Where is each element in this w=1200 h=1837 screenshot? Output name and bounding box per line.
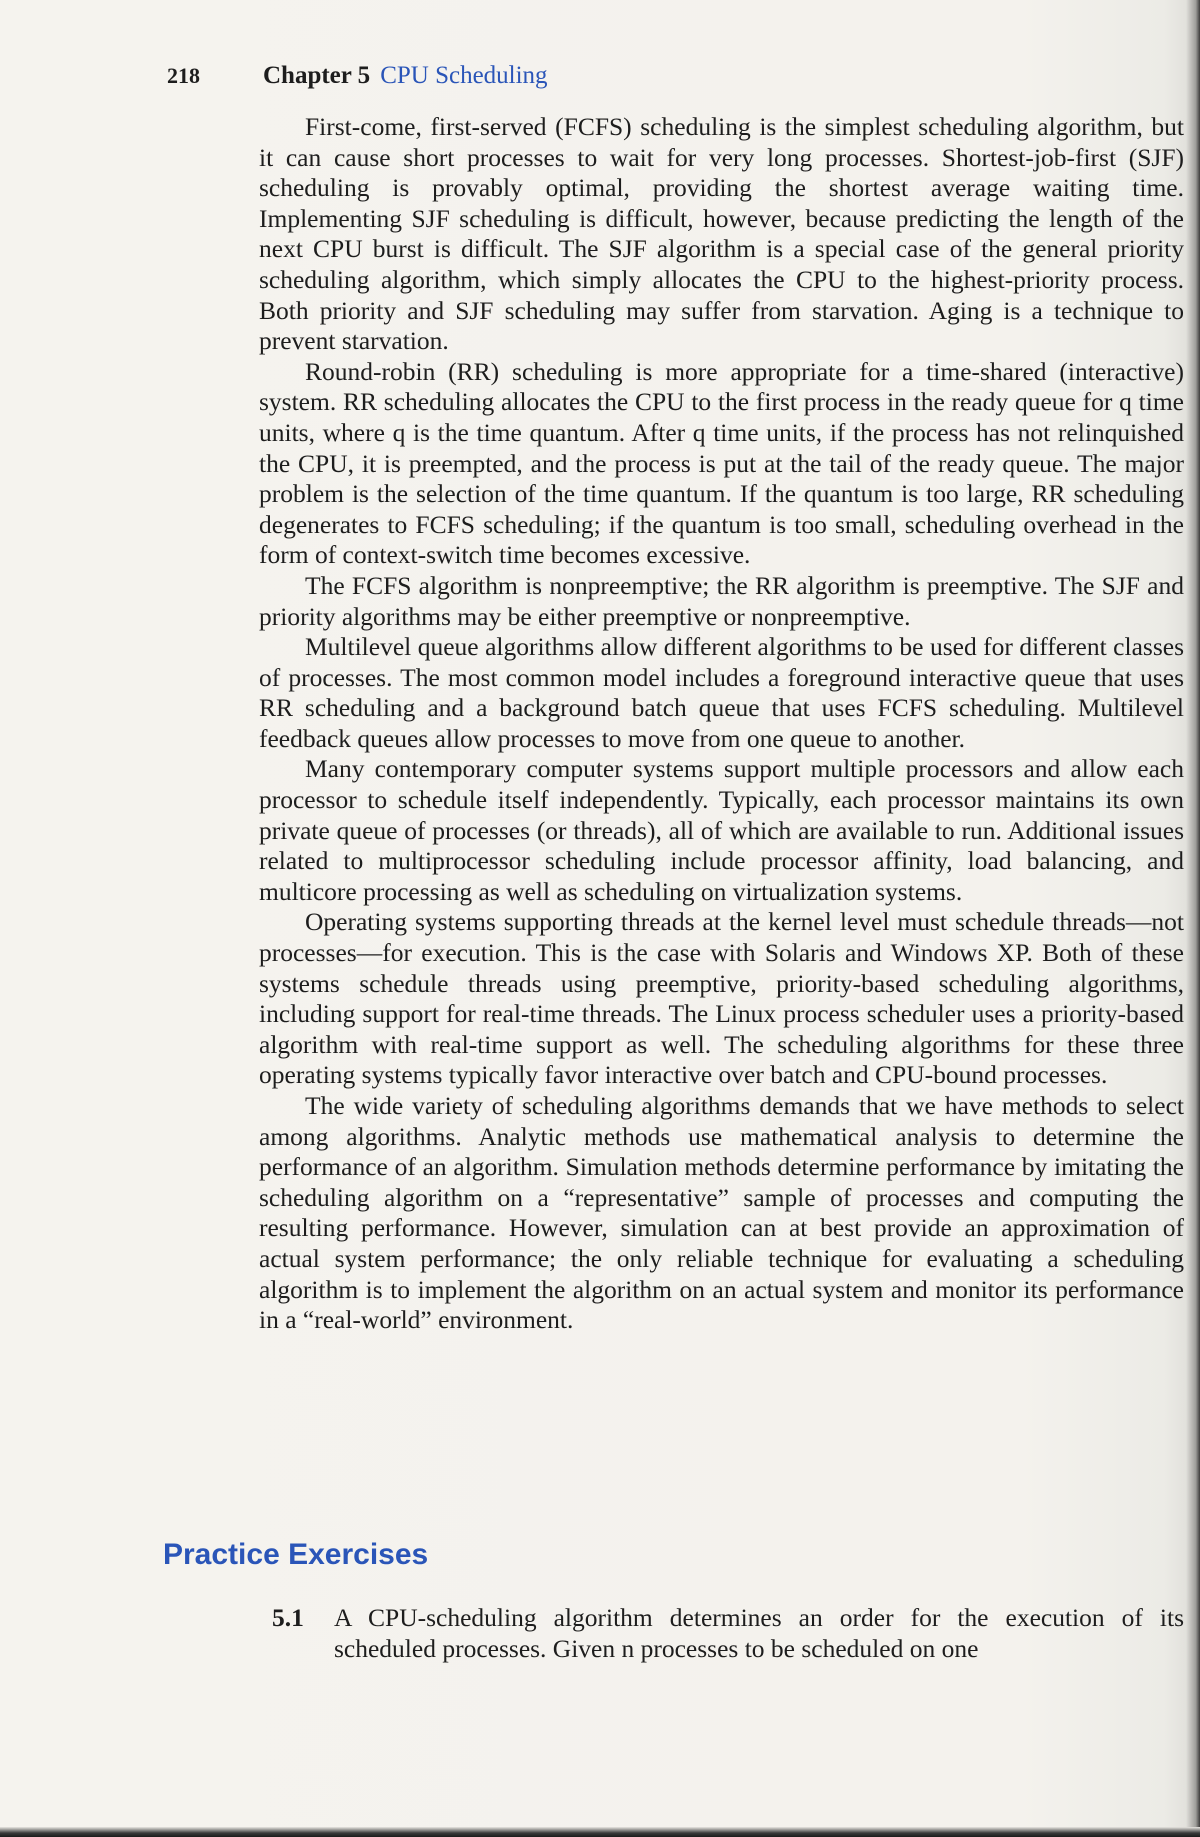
chapter-label: Chapter 5 [263, 62, 371, 89]
paragraph-evaluation: The wide variety of scheduling algorithms demands that we have methods to select among algorithms. Analytic methods use mathematical analysis to determine the performance of an algorithm. Simulation methods determine performance by imitating the scheduling algorithm on a “representative” sample of processes and computing the resulting performance. However, simulation can at best provide an approximation of actual system performance; the only reliable technique for evaluating a scheduling algorithm is to implement the algorithm on an actual system and monitor its performance in a “real-world” environment. [259, 1091, 1184, 1335]
paragraph-round-robin: Round-robin (RR) scheduling is more appropriate for a time-shared (interactive) system. RR scheduling allocates the CPU to the first process in the ready queue for q time units, where q is the time quantum. After q time units, if the process has not relinquished the CPU, it is preempted, and the process is put at the tail of the ready queue. The major problem is the selection of the time quantum. If the quantum is too large, RR scheduling degenerates to FCFS scheduling; if the quantum is too small, scheduling overhead in the form of context-switch time becomes excessive. [259, 356, 1184, 570]
exercise-item [272, 1602, 1184, 1664]
paragraph-fcfs-sjf: First-come, first-served (FCFS) scheduling is the simplest scheduling algorithm, but it can cause short processes to wait for very long processes. Shortest-job-first (SJF) scheduling is provably optimal, providing the shortest average waiting time. Implementing SJF scheduling is difficult, however, because predicting the length of the next CPU burst is difficult. The SJF algorithm is a special case of the general priority scheduling algorithm, which simply allocates the CPU to the highest-priority process. Both priority and SJF scheduling may suffer from starvation. Aging is a technique to prevent starvation. [259, 112, 1184, 356]
paragraph-thread-scheduling: Operating systems supporting threads at the kernel level must schedule threads—not processes—for execution. This is the case with Solaris and Windows XP. Both of these systems schedule threads using preemptive, priority-based scheduling algorithms, including support for real-time threads. The Linux process scheduler uses a priority-based algorithm with real-time support as well. The scheduling algorithms for these three operating systems typically favor interactive over batch and CPU-bound processes. [259, 907, 1184, 1090]
page-spine-shadow [1186, 0, 1200, 1837]
chapter-summary-text [259, 112, 1184, 1336]
paragraph-multiprocessor: Many contemporary computer systems support multiple processors and allow each processor to schedule itself independently. Typically, each processor maintains its own private queue of processes (or threads), all of which are available to run. Additional issues related to multiprocessor scheduling include processor affinity, load balancing, and multicore processing as well as scheduling on virtualization systems. [259, 754, 1184, 906]
paragraph-multilevel-queue: Multilevel queue algorithms allow different algorithms to be used for different classes of processes. The most common model includes a foreground interactive queue that uses RR scheduling and a background batch queue that uses FCFS scheduling. Multilevel feedback queues allow processes to move from one queue to another. [259, 632, 1184, 753]
paragraph-preemption: The FCFS algorithm is nonpreemptive; the RR algorithm is preemptive. The SJF and priority algorithms may be either preemptive or nonpreemptive. [259, 570, 1184, 631]
page-number: 218 [167, 63, 200, 88]
page-bottom-edge [0, 1827, 1200, 1837]
chapter-title: CPU Scheduling [380, 62, 548, 89]
running-head [167, 58, 1187, 94]
exercise-number: 5.1 [272, 1603, 304, 1632]
exercise-text: A CPU-scheduling algorithm determines an order for the execution of its scheduled processes. Given n processes to be scheduled on one [334, 1603, 1184, 1663]
section-heading: Practice Exercises [163, 1538, 429, 1571]
